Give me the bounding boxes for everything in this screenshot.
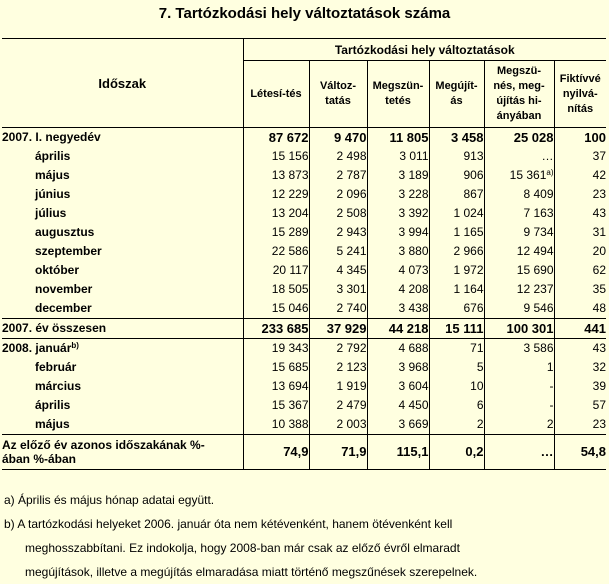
- table-cell: [484, 223, 554, 242]
- table-cell: [367, 280, 429, 299]
- cell-value: 3 011: [399, 149, 429, 163]
- cell-value: 4 688: [398, 341, 429, 355]
- cell-value: 37: [592, 149, 606, 163]
- table-row: [2, 377, 606, 396]
- table-row: [2, 415, 606, 435]
- table-cell: [429, 339, 484, 359]
- table-cell: [484, 396, 554, 415]
- table-cell: [554, 319, 606, 339]
- cell-value: 13 694: [271, 379, 309, 393]
- table-row: [2, 396, 606, 415]
- cell-value: 4 208: [398, 282, 429, 296]
- data-table: [2, 38, 606, 470]
- table-cell: [484, 128, 554, 148]
- cell-value: 3 880: [398, 244, 429, 258]
- table-cell: [367, 415, 429, 435]
- cell-value: 1 024: [453, 206, 484, 220]
- column-header: [243, 61, 309, 128]
- table-cell: [554, 242, 606, 261]
- cell-value: 10: [470, 379, 484, 393]
- table-row: [2, 299, 606, 319]
- row-label-text: november: [35, 282, 93, 296]
- cell-value: 44 218: [388, 321, 429, 336]
- table-cell: [367, 319, 429, 339]
- cell-value: 42: [592, 168, 606, 182]
- row-label: [2, 415, 243, 435]
- row-label-text: április: [35, 149, 71, 163]
- table-cell: [554, 339, 606, 359]
- cell-value: 3 994: [398, 225, 429, 239]
- table-cell: [484, 280, 554, 299]
- cell-value: 20: [592, 244, 606, 258]
- table-cell: [243, 299, 309, 319]
- footnote-b-line1: b) A tartózkodási helyeket 2006. január óta nem kétévenként, hanem ötévenként kell: [4, 517, 453, 531]
- cell-value: 867: [463, 187, 484, 201]
- table-cell: [367, 377, 429, 396]
- table-row: [2, 204, 606, 223]
- table-cell: [243, 204, 309, 223]
- cell-value: 676: [463, 301, 484, 315]
- cell-value: 31: [592, 225, 606, 239]
- row-label-text: március: [35, 379, 82, 393]
- table-cell: [484, 185, 554, 204]
- table-cell: [554, 223, 606, 242]
- cell-value: 1 165: [453, 225, 484, 239]
- row-label: [2, 299, 243, 319]
- cell-value: 15 685: [271, 360, 309, 374]
- row-label-text: május: [35, 168, 70, 182]
- cell-value: 1: [546, 360, 554, 374]
- column-header-line: Fiktívvé: [559, 72, 601, 85]
- cell-value: 43: [592, 206, 606, 220]
- cell-value: 12 229: [271, 187, 309, 201]
- cell-value: 15 690: [516, 263, 554, 277]
- row-label-text: 2007. év összesen: [2, 321, 107, 335]
- table-cell: [367, 185, 429, 204]
- table-cell: [554, 415, 606, 435]
- cell-value: 15 046: [271, 301, 309, 315]
- cell-value: 23: [592, 417, 606, 431]
- table-cell: [429, 358, 484, 377]
- column-header-line: Megszü-: [497, 65, 541, 77]
- table-cell: [309, 166, 367, 185]
- row-label: [2, 280, 243, 299]
- cell-value: 3 586: [523, 341, 554, 355]
- cell-value: 1 164: [453, 282, 484, 296]
- cell-value: 35: [592, 282, 606, 296]
- table-row: [2, 261, 606, 280]
- cell-value: 5 241: [336, 244, 367, 258]
- cell-value: 23: [592, 187, 606, 201]
- table-cell: [429, 185, 484, 204]
- cell-value: …: [541, 149, 554, 163]
- cell-value: 2: [476, 417, 484, 431]
- footnote-b-line2: meghosszabbítani. Ez indokolja, hogy 2008-ban már csak az előző évről elmaradt: [25, 541, 460, 555]
- cell-value: 441: [584, 321, 606, 336]
- table-cell: [367, 358, 429, 377]
- table-cell: [554, 166, 606, 185]
- table-cell: [429, 147, 484, 166]
- table-cell: [367, 396, 429, 415]
- table-cell: [484, 147, 554, 166]
- table-cell: [554, 377, 606, 396]
- table-cell: [484, 358, 554, 377]
- cell-value: 3 669: [398, 417, 429, 431]
- row-label: [2, 166, 243, 185]
- table-cell: [429, 377, 484, 396]
- row-label-text: február: [35, 360, 77, 374]
- table-cell: [429, 166, 484, 185]
- cell-value: 2 498: [336, 149, 367, 163]
- cell-value: 6: [476, 398, 484, 412]
- table-cell: [367, 166, 429, 185]
- cell-value: 2 792: [336, 341, 367, 355]
- table-cell: [484, 299, 554, 319]
- table-title: 7. Tartózkodási hely változtatások száma: [158, 5, 451, 22]
- cell-value: 2 740: [336, 301, 367, 315]
- cell-value: 3 604: [398, 379, 429, 393]
- cell-value: 15 367: [271, 398, 309, 412]
- table-cell: [554, 128, 606, 148]
- column-header-line: nyilvá-: [562, 87, 598, 100]
- cell-value: 12 494: [516, 244, 554, 258]
- table-cell: [309, 319, 367, 339]
- table-cell: [367, 223, 429, 242]
- summary-cell: …: [484, 435, 554, 470]
- summary-label-line: Az előző év azonos időszakának %-: [2, 438, 205, 452]
- summary-cell: 71,9: [309, 435, 367, 470]
- cell-value: 233 685: [261, 321, 309, 336]
- table-cell: [243, 319, 309, 339]
- table-cell: [484, 242, 554, 261]
- footnotes: [4, 488, 604, 584]
- column-header-line: Változ-: [319, 80, 357, 92]
- table-row: [2, 280, 606, 299]
- table-cell: [309, 128, 367, 148]
- table-cell: [554, 261, 606, 280]
- row-label-text: április: [35, 398, 71, 412]
- table-cell: [554, 185, 606, 204]
- table-cell: [484, 319, 554, 339]
- column-header-line: Megújít-: [435, 80, 478, 92]
- column-header-line: Megszün-: [372, 80, 424, 92]
- summary-cell: 0,2: [429, 435, 484, 470]
- row-label-text: május: [35, 417, 70, 431]
- cell-value: 15 361: [509, 168, 547, 182]
- cell-value: 2 943: [336, 225, 367, 239]
- row-label-text: 2007. I. negyedév: [2, 130, 101, 144]
- cell-value: 15 111: [445, 321, 484, 336]
- table-row: [2, 185, 606, 204]
- cell-value: 12 237: [516, 282, 554, 296]
- column-header-line: tatás: [325, 95, 351, 107]
- table-cell: [243, 339, 309, 359]
- row-label: [2, 223, 243, 242]
- table-cell: [554, 280, 606, 299]
- cell-value: 37 929: [326, 321, 367, 336]
- column-header-line: Létesí-tés: [250, 87, 302, 100]
- cell-value: 71: [470, 341, 484, 355]
- table-cell: [367, 299, 429, 319]
- table-cell: [484, 261, 554, 280]
- table-row: [2, 358, 606, 377]
- table-cell: [429, 261, 484, 280]
- row-label-text: augusztus: [35, 225, 95, 239]
- cell-value: 100: [584, 130, 606, 145]
- table-cell: [309, 415, 367, 435]
- table-cell: [367, 147, 429, 166]
- table-cell: [429, 204, 484, 223]
- table-row: [2, 128, 606, 148]
- cell-value: 48: [592, 301, 606, 315]
- table-cell: [367, 339, 429, 359]
- cell-value: 3 438: [398, 301, 429, 315]
- footnote-marker: b): [71, 341, 79, 350]
- summary-cell: 54,8: [554, 435, 606, 470]
- table-cell: [554, 204, 606, 223]
- table-row: [2, 223, 606, 242]
- column-header-line: nés, meg-: [493, 80, 545, 92]
- summary-cell: 74,9: [243, 435, 309, 470]
- table-cell: [243, 223, 309, 242]
- table-cell: [309, 242, 367, 261]
- row-label-text: október: [35, 263, 80, 277]
- table-row: [2, 319, 606, 339]
- cell-value: 11 805: [389, 130, 429, 145]
- cell-value: 2 003: [336, 417, 367, 431]
- summary-cell: 115,1: [367, 435, 429, 470]
- cell-value: 1 919: [336, 379, 367, 393]
- cell-value: 10 388: [271, 417, 309, 431]
- table-cell: [243, 358, 309, 377]
- table-cell: [429, 242, 484, 261]
- table-cell: [429, 319, 484, 339]
- cell-value: 2 787: [336, 168, 367, 182]
- cell-value: 18 505: [271, 282, 309, 296]
- row-label: [2, 261, 243, 280]
- row-label: [2, 204, 243, 223]
- table-cell: [484, 415, 554, 435]
- table-cell: [554, 147, 606, 166]
- cell-value: 3 301: [336, 282, 367, 296]
- table-cell: [309, 339, 367, 359]
- table-cell: [309, 185, 367, 204]
- table-cell: [484, 377, 554, 396]
- row-label: [2, 242, 243, 261]
- cell-value: 3 392: [398, 206, 429, 220]
- cell-value: 906: [463, 168, 484, 182]
- cell-value: 32: [592, 360, 606, 374]
- table-cell: [243, 377, 309, 396]
- cell-value: 7 163: [523, 206, 554, 220]
- cell-value: 22 586: [271, 244, 309, 258]
- table-cell: [243, 415, 309, 435]
- cell-value: 2: [546, 417, 554, 431]
- row-label: [2, 339, 243, 359]
- row-label-text: június: [35, 187, 71, 201]
- table-cell: [554, 396, 606, 415]
- row-label: [2, 319, 243, 339]
- row-label-text: július: [35, 206, 67, 220]
- cell-value: 87 672: [268, 130, 309, 145]
- column-header-line: ányában: [496, 110, 542, 122]
- cell-value: 15 156: [271, 149, 309, 163]
- column-header: [367, 61, 429, 128]
- table-cell: [429, 299, 484, 319]
- row-label-text: december: [35, 301, 92, 315]
- cell-value: 19 343: [271, 341, 309, 355]
- column-header: [484, 61, 554, 128]
- table-cell: [367, 128, 429, 148]
- cell-value: -: [549, 398, 554, 412]
- cell-value: 25 028: [513, 130, 554, 145]
- table-cell: [367, 242, 429, 261]
- cell-value: 5: [476, 360, 484, 374]
- cell-value: 2 096: [336, 187, 367, 201]
- table-row: [2, 147, 606, 166]
- table-cell: [309, 396, 367, 415]
- column-header: [429, 61, 484, 128]
- column-header-line: tetés: [385, 95, 411, 107]
- table-cell: [243, 261, 309, 280]
- cell-value: 3 189: [398, 168, 429, 182]
- table-cell: [309, 299, 367, 319]
- cell-value: 8 409: [523, 187, 554, 201]
- footnote-b-line3: megújítások, illetve a megújítás elmaradása miatt történő megszűnések szerepelnek.: [25, 565, 478, 579]
- cell-value: 9 546: [523, 301, 554, 315]
- column-header: [554, 61, 606, 128]
- cell-value: 9 734: [523, 225, 554, 239]
- cell-value: 2 123: [336, 360, 367, 374]
- column-header-line: nítás: [567, 102, 594, 115]
- column-header-line: újítás hi-: [496, 95, 542, 107]
- table-cell: [309, 280, 367, 299]
- table-cell: [309, 223, 367, 242]
- cell-value: 20 117: [272, 263, 309, 277]
- table-cell: [429, 415, 484, 435]
- table-cell: [243, 242, 309, 261]
- cell-value: 2 508: [336, 206, 367, 220]
- cell-value: 57: [592, 398, 606, 412]
- cell-value: 39: [592, 379, 606, 393]
- table-cell: [243, 147, 309, 166]
- row-label: [2, 128, 243, 148]
- cell-value: 4 073: [398, 263, 429, 277]
- table-cell: [429, 128, 484, 148]
- column-header-line: ás: [450, 95, 463, 107]
- cell-value: 913: [463, 149, 484, 163]
- table-cell: [243, 185, 309, 204]
- table-cell: [484, 339, 554, 359]
- table-cell: [367, 261, 429, 280]
- cell-value: 4 450: [398, 398, 429, 412]
- cell-value: 62: [592, 263, 606, 277]
- header-period: Időszak: [2, 39, 243, 128]
- row-label: [2, 396, 243, 415]
- table-cell: [243, 396, 309, 415]
- table-cell: [484, 166, 554, 185]
- summary-label-line: ában %-ában: [2, 452, 77, 466]
- table-row: [2, 242, 606, 261]
- table-cell: [309, 204, 367, 223]
- cell-value: 3 228: [398, 187, 429, 201]
- column-header: [309, 61, 367, 128]
- table-cell: [554, 358, 606, 377]
- table-cell: [243, 166, 309, 185]
- row-label-text: 2008. január: [2, 341, 72, 355]
- cell-value: 9 470: [333, 130, 367, 145]
- row-label-text: szeptember: [35, 244, 102, 258]
- summary-row: [2, 435, 606, 470]
- cell-value: 2 479: [336, 398, 367, 412]
- table-cell: [309, 377, 367, 396]
- table-cell: [429, 396, 484, 415]
- cell-value: 3 968: [398, 360, 429, 374]
- header-group: Tartózkodási hely változtatások: [243, 39, 606, 61]
- table-cell: [243, 280, 309, 299]
- row-label: [2, 147, 243, 166]
- table-row: [2, 166, 606, 185]
- cell-value: -: [549, 379, 554, 393]
- cell-value: 1 972: [453, 263, 484, 277]
- cell-value: 43: [592, 341, 606, 355]
- row-label: [2, 358, 243, 377]
- table-row: [2, 339, 606, 359]
- summary-label: [2, 435, 243, 470]
- table-cell: [367, 204, 429, 223]
- table-cell: [429, 223, 484, 242]
- cell-value: 15 289: [271, 225, 309, 239]
- cell-value: 13 873: [271, 168, 309, 182]
- footnote-a: a) Április és május hónap adatai együtt.: [4, 493, 215, 507]
- table-cell: [309, 147, 367, 166]
- footnote-marker: a): [546, 168, 554, 177]
- cell-value: 3 458: [450, 130, 484, 145]
- cell-value: 100 301: [506, 321, 554, 336]
- table-cell: [309, 358, 367, 377]
- table-cell: [484, 204, 554, 223]
- table-cell: [429, 280, 484, 299]
- table-cell: [554, 299, 606, 319]
- cell-value: 4 345: [336, 263, 367, 277]
- row-label: [2, 185, 243, 204]
- table-cell: [309, 261, 367, 280]
- table-cell: [243, 128, 309, 148]
- cell-value: 13 204: [271, 206, 309, 220]
- cell-value: 2 966: [453, 244, 484, 258]
- row-label: [2, 377, 243, 396]
